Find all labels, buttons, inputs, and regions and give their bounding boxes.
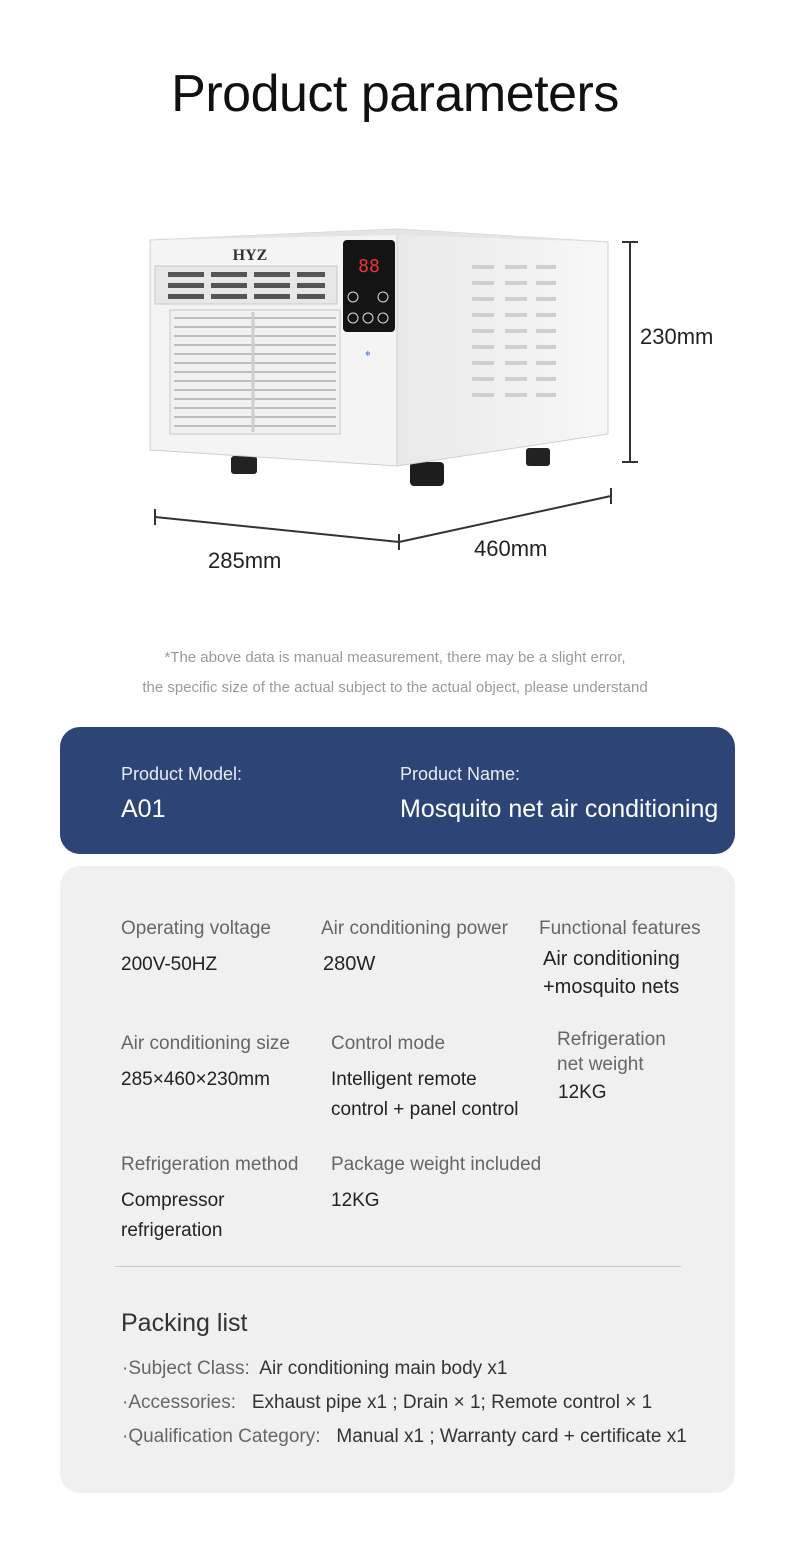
power-label: Air conditioning power — [321, 918, 508, 939]
packing-row-value: Exhaust pipe x1 ; Drain × 1; Remote control × 1 — [251, 1392, 653, 1413]
parameters-card — [60, 866, 735, 1493]
refrigeration-method-label: Refrigeration method — [121, 1154, 299, 1175]
refrigeration-method-value-line1: Compressor — [121, 1190, 225, 1211]
product-info-card — [60, 727, 735, 854]
power-value: 280W — [323, 953, 376, 975]
features-label: Functional features — [539, 918, 701, 939]
packing-row-value: Manual x1 ; Warranty card + certificate x1 — [336, 1426, 687, 1447]
product-name-label: Product Name: — [400, 764, 521, 784]
size-label: Air conditioning size — [121, 1033, 290, 1054]
product-model-label: Product Model: — [121, 764, 243, 784]
voltage-value: 200V-50HZ — [121, 954, 218, 975]
packing-row-label: ·Accessories: — [122, 1392, 237, 1413]
width-dimension-label: 460mm — [474, 536, 548, 561]
packing-row-label: ·Qualification Category: — [122, 1426, 321, 1447]
packing-row-value: Air conditioning main body x1 — [259, 1358, 508, 1379]
voltage-label: Operating voltage — [121, 918, 271, 939]
section-divider — [115, 1266, 681, 1267]
measurement-note-line1: *The above data is manual measurement, there may be a slight error, — [164, 649, 626, 666]
product-name-value: Mosquito net air conditioning — [400, 795, 719, 823]
packing-row-label: ·Subject Class: — [122, 1358, 250, 1379]
packing-row-subject — [122, 1358, 508, 1380]
brand-logo: HYZ — [232, 247, 268, 264]
packing-row-qualification — [122, 1426, 687, 1448]
page-title: Product parameters — [171, 65, 619, 123]
product-model-value: A01 — [121, 795, 166, 823]
package-weight-value: 12KG — [331, 1190, 380, 1211]
control-mode-value-line2: control + panel control — [331, 1099, 519, 1120]
features-value-line2: +mosquito nets — [543, 976, 680, 998]
display-readout: 88 — [358, 256, 380, 277]
control-mode-value-line1: Intelligent remote — [331, 1069, 477, 1090]
net-weight-label-line2: net weight — [557, 1054, 644, 1075]
measurement-note-line2: the specific size of the actual subject to the actual object, please understand — [142, 679, 648, 696]
packing-list-title: Packing list — [121, 1309, 248, 1337]
features-value-line1: Air conditioning — [543, 948, 680, 970]
net-weight-label-line1: Refrigeration — [557, 1029, 666, 1050]
height-dimension-label: 230mm — [640, 324, 714, 349]
svg-text:❄: ❄ — [365, 350, 371, 358]
depth-dimension-label: 285mm — [208, 548, 282, 573]
packing-row-accessories — [122, 1392, 652, 1414]
product-image-air-conditioner — [0, 180, 790, 600]
package-weight-label: Package weight included — [331, 1154, 542, 1175]
net-weight-value: 12KG — [558, 1082, 607, 1103]
refrigeration-method-value-line2: refrigeration — [121, 1220, 223, 1241]
size-value: 285×460×230mm — [121, 1069, 270, 1090]
control-mode-label: Control mode — [331, 1033, 446, 1054]
